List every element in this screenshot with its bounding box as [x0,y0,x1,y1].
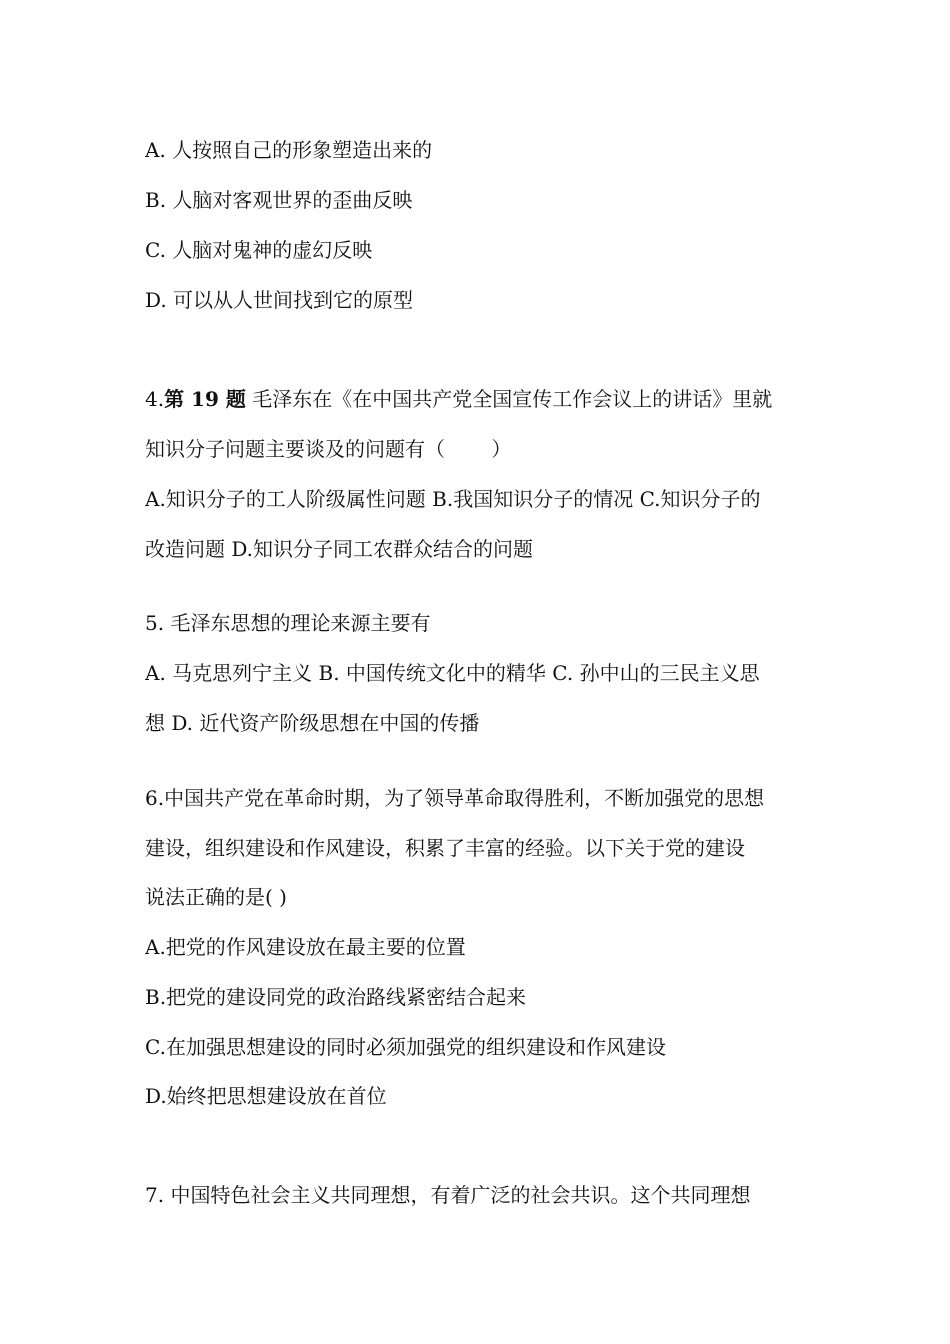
q3-option-b: B. 人脑对客观世界的歪曲反映 [145,188,413,212]
q3-option-c: C. 人脑对鬼神的虚幻反映 [145,238,373,262]
q4-options-line1: A.知识分子的工人阶级属性问题 B.我国知识分子的情况 C.知识分子的 [145,487,761,511]
q5-options-line2: 想 D. 近代资产阶级思想在中国的传播 [145,711,480,735]
q7-stem-line1: 7. 中国特色社会主义共同理想，有着广泛的社会共识。这个共同理想 [145,1183,751,1207]
q6-option-c: C.在加强思想建设的同时必须加强党的组织建设和作风建设 [145,1035,666,1059]
q4-number: 4. [145,387,165,411]
q4-stem-line1 [145,385,815,413]
q4-stem-line2: 知识分子问题主要谈及的问题有（ ） [145,437,512,461]
q5-stem: 5. 毛泽东思想的理论来源主要有 [145,611,431,635]
q6-stem-line2: 建设，组织建设和作风建设，积累了丰富的经验。以下关于党的建设 [145,836,745,860]
q4-stem-text: 毛泽东在《在中国共产党全国宣传工作会议上的讲话》里就 [245,387,773,411]
q4-options-line2: 改造问题 D.知识分子同工农群众结合的问题 [145,537,534,561]
q6-option-d: D.始终把思想建设放在首位 [145,1084,387,1108]
q6-stem-line3: 说法正确的是( ) [145,885,287,909]
q3-option-a: A. 人按照自己的形象塑造出来的 [145,138,433,162]
q3-option-d: D. 可以从人世间找到它的原型 [145,288,414,312]
q6-stem-line1: 6.中国共产党在革命时期，为了领导革命取得胜利，不断加强党的思想 [145,786,765,810]
q6-option-b: B.把党的建设同党的政治路线紧密结合起来 [145,985,527,1009]
q6-option-a: A.把党的作风建设放在最主要的位置 [145,935,466,959]
q4-tag: 第 19 题 [164,387,246,411]
q5-options-line1: A. 马克思列宁主义 B. 中国传统文化中的精华 C. 孙中山的三民主义思 [145,661,760,685]
